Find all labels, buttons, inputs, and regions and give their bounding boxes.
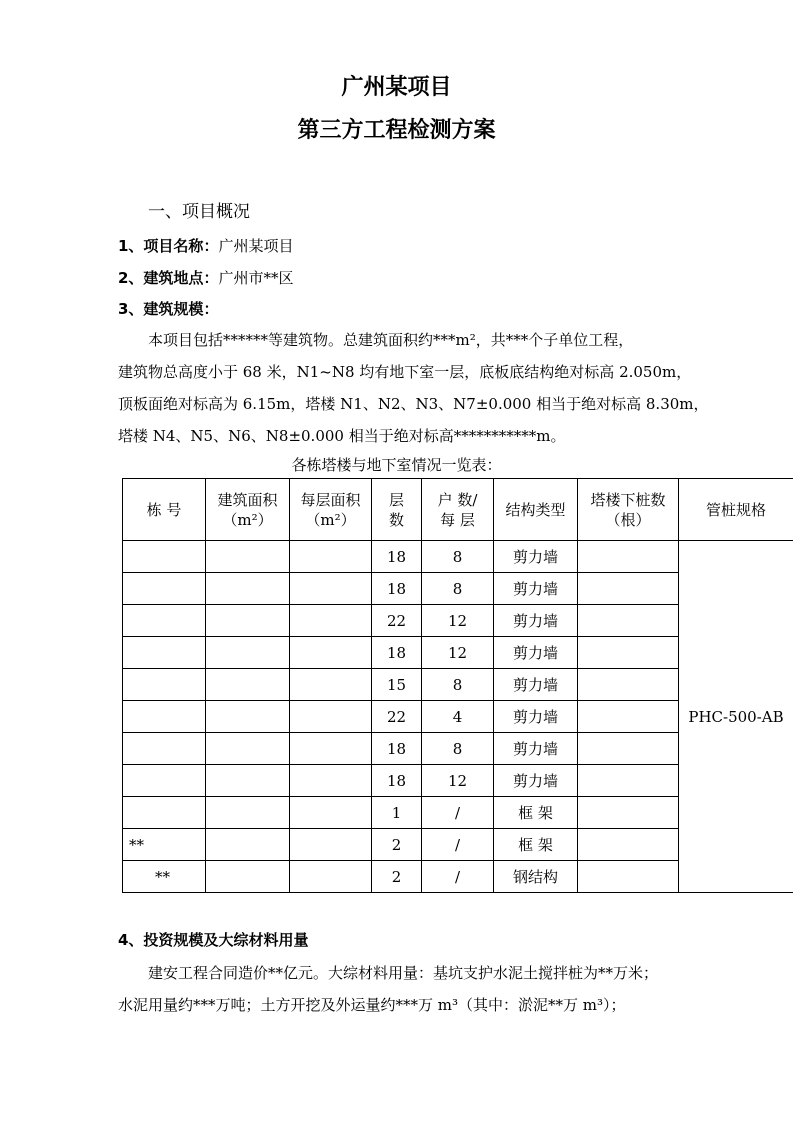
header-floor-area-line2: （m²） [305, 510, 356, 529]
cell-floors: 18 [372, 637, 422, 669]
cell-pile-count [578, 797, 679, 829]
cell-floors: 18 [372, 541, 422, 573]
cell-floors: 18 [372, 733, 422, 765]
cell-pile-count [578, 605, 679, 637]
scale-paragraph-line-2: 建筑物总高度小于 68 米，N1~N8 均有地下室一层，底板底结构绝对标高 2.050m， [118, 363, 692, 381]
cell-pile-count [578, 637, 679, 669]
cell-units: 8 [422, 573, 494, 605]
item-location-value: 广州市**区 [218, 269, 294, 287]
cell-structure: 剪力墙 [494, 573, 578, 605]
header-units [422, 479, 494, 541]
item-location-label: 2、建筑地点： [118, 269, 219, 287]
cell-units: 8 [422, 541, 494, 573]
cell-pile-spec: PHC-500-AB [679, 541, 793, 893]
header-floor-area-line1: 每层面积 [300, 490, 361, 509]
header-pile-count [578, 479, 679, 541]
item-location [118, 267, 293, 288]
cell-units: 12 [422, 637, 494, 669]
header-floor-area [290, 479, 372, 541]
cell-floors: 18 [372, 573, 422, 605]
scale-paragraph-line-3: 顶板面绝对标高为 6.15m，塔楼 N1、N2、N3、N7±0.000 相当于绝对标高 8.30m， [118, 395, 709, 413]
cell-structure: 剪力墙 [494, 733, 578, 765]
header-units-line1: 户 数/ [437, 490, 478, 509]
cell-units: 8 [422, 733, 494, 765]
cell-pile-count [578, 733, 679, 765]
cell-structure: 框 架 [494, 829, 578, 861]
item-scale [118, 298, 218, 319]
item-project-name-value: 广州某项目 [218, 237, 294, 255]
cell-building-area [206, 765, 290, 797]
cell-floor-area [290, 861, 372, 893]
item-scale-label: 3、建筑规模： [118, 300, 219, 318]
cell-building-area [206, 861, 290, 893]
cell-units: 12 [422, 765, 494, 797]
cell-floors: 22 [372, 605, 422, 637]
header-structure: 结构类型 [494, 479, 578, 541]
cell-building-no [123, 765, 206, 797]
cell-units: 12 [422, 605, 494, 637]
cell-building-area [206, 573, 290, 605]
cell-building-area [206, 605, 290, 637]
table-caption: 各栋塔楼与地下室情况一览表： [291, 456, 502, 474]
cell-floor-area [290, 733, 372, 765]
investment-paragraph-line-2: 水泥用量约***万吨；土方开挖及外运量约***万 m³（其中：淤泥**万 m³）； [118, 996, 626, 1014]
cell-building-no [123, 669, 206, 701]
cell-structure: 剪力墙 [494, 637, 578, 669]
cell-building-no [123, 733, 206, 765]
cell-floor-area [290, 765, 372, 797]
cell-building-area [206, 733, 290, 765]
cell-floors: 22 [372, 701, 422, 733]
cell-pile-count [578, 701, 679, 733]
cell-pile-count [578, 861, 679, 893]
cell-building-no [123, 701, 206, 733]
cell-floors: 2 [372, 861, 422, 893]
scale-paragraph-line-4: 塔楼 N4、N5、N6、N8±0.000 相当于绝对标高***********m。 [118, 427, 566, 445]
cell-structure: 剪力墙 [494, 541, 578, 573]
cell-structure: 钢结构 [494, 861, 578, 893]
cell-floor-area [290, 541, 372, 573]
section1-heading: 一、项目概况 [148, 202, 250, 222]
cell-structure: 剪力墙 [494, 765, 578, 797]
cell-building-no: ** [123, 861, 206, 893]
cell-building-no: ** [123, 829, 206, 861]
cell-building-area [206, 701, 290, 733]
cell-structure: 剪力墙 [494, 669, 578, 701]
section4-heading: 4、投资规模及大综材料用量 [118, 931, 309, 949]
scale-paragraph-line-1: 本项目包括******等建筑物。总建筑面积约***m²，共***个子单位工程， [148, 331, 634, 349]
cell-units: 4 [422, 701, 494, 733]
header-building-area-line2: （m²） [222, 510, 273, 529]
cell-floor-area [290, 797, 372, 829]
item-project-name-label: 1、项目名称： [118, 237, 219, 255]
header-pile-spec: 管桩规格 [679, 479, 793, 541]
cell-building-area [206, 669, 290, 701]
header-floors-line1: 层 [388, 490, 404, 509]
buildings-table [122, 478, 793, 893]
cell-building-area [206, 829, 290, 861]
cell-floors: 18 [372, 765, 422, 797]
cell-units: / [422, 829, 494, 861]
document-title: 广州某项目 [341, 75, 452, 100]
header-units-line2: 每 层 [440, 510, 475, 529]
cell-pile-count [578, 541, 679, 573]
cell-pile-count [578, 669, 679, 701]
cell-pile-count [578, 765, 679, 797]
document-subtitle: 第三方工程检测方案 [297, 118, 496, 143]
cell-structure: 框 架 [494, 797, 578, 829]
cell-building-area [206, 797, 290, 829]
cell-floor-area [290, 573, 372, 605]
cell-floor-area [290, 605, 372, 637]
cell-floor-area [290, 829, 372, 861]
cell-pile-count [578, 829, 679, 861]
header-pile-count-line2: （根） [605, 510, 651, 529]
cell-structure: 剪力墙 [494, 605, 578, 637]
investment-paragraph-line-1: 建安工程合同造价**亿元。大综材料用量：基坑支护水泥土搅拌桩为**万米； [148, 964, 659, 982]
cell-units: 8 [422, 669, 494, 701]
cell-building-no [123, 605, 206, 637]
cell-units: / [422, 797, 494, 829]
cell-floor-area [290, 669, 372, 701]
cell-floors: 1 [372, 797, 422, 829]
item-project-name [118, 235, 293, 256]
cell-pile-count [578, 573, 679, 605]
table-row [123, 541, 793, 573]
cell-building-no [123, 637, 206, 669]
cell-building-area [206, 541, 290, 573]
cell-structure: 剪力墙 [494, 701, 578, 733]
cell-building-no [123, 541, 206, 573]
header-floors-line2: 数 [388, 510, 404, 529]
header-building-area-line1: 建筑面积 [217, 490, 278, 509]
cell-units: / [422, 861, 494, 893]
header-floors [372, 479, 422, 541]
header-building-no: 栋 号 [123, 479, 206, 541]
cell-floor-area [290, 637, 372, 669]
header-building-area [206, 479, 290, 541]
header-pile-count-line1: 塔楼下桩数 [590, 490, 666, 509]
cell-floor-area [290, 701, 372, 733]
table-header-row [123, 479, 793, 541]
cell-building-no [123, 797, 206, 829]
cell-building-area [206, 637, 290, 669]
cell-building-no [123, 573, 206, 605]
cell-floors: 2 [372, 829, 422, 861]
cell-floors: 15 [372, 669, 422, 701]
